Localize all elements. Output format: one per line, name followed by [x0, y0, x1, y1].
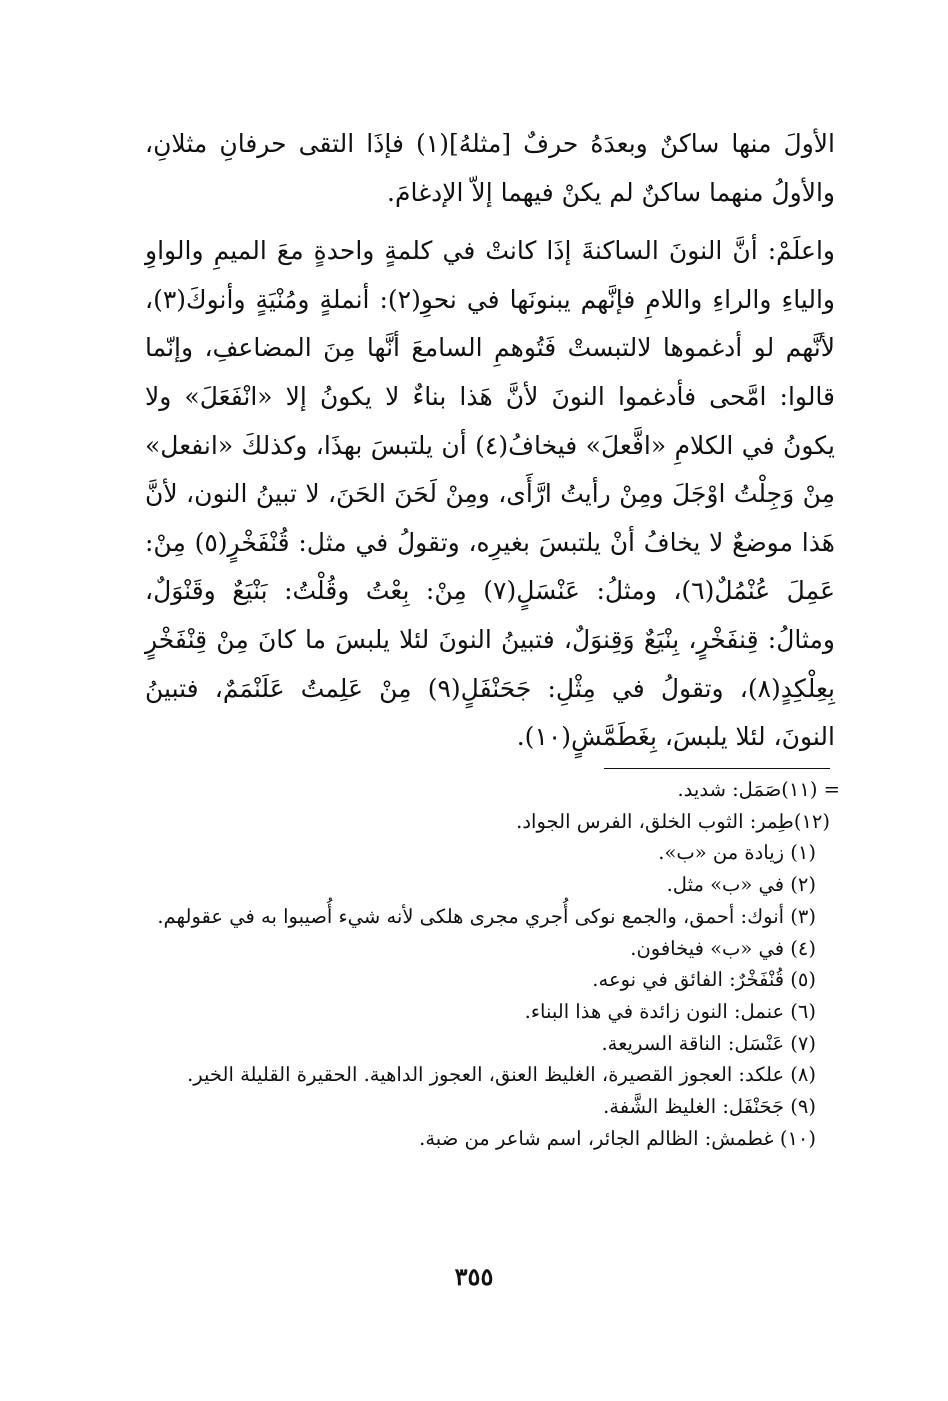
footnote-7: (٧) عَنْسَل: الناقة السريعة.: [601, 1031, 816, 1055]
footnote-separator: [604, 768, 830, 769]
footnote-continued-11: = (١١)صَمَل: شديد.: [677, 778, 840, 801]
footnotes: [150, 774, 840, 1154]
page-number: ٣٥٥: [454, 1262, 494, 1291]
footnote-9: (٩) جَحَنْفَل: الغليظ الشَّفة.: [603, 1095, 816, 1119]
paragraph-2: واعلَمْ: أنَّ النونَ الساكنةَ إذَا كانتْ في كلمةٍ واحدةٍ معَ الميمِ والواوِ والياءِ والراءِ واللامِ فإنَّهم يبنونَها في نحوِ(٢): أنملةٍ ومُنْيَةٍ وأنوكَ(٣)، لأنَّهم لو أدغموها لالتبستْ فَتُوهمِ السامعَ أنَّها مِنَ المضاعفِ، وإنّما قالوا: امَّحى فأدغموا النونَ لأنَّ هَذا بناءٌ لا يكونُ إلا «انْفَعَلَ» ولا يكونُ في الكلامِ «افَّعلَ» فيخافُ(٤) أن يلتبسَ بهذَا، وكذلكَ «انفعل» مِنْ وَجِلْتُ اوْجَلَ ومِنْ رأيتُ ارَّأَى، ومِنْ لَحَنَ الحَنَ، لا تبينُ النون، لأنَّ هَذا موضعٌ لا يخافُ أنْ يلتبسَ بغيرِه، وتقولُ في مثل: قُنْفَخْرٍ(٥) مِنْ: عَمِلَ عُنْمُلٌ(٦)، ومثلُ: عَنْسَلٍ(٧) مِنْ: بِعْتُ وقُلْتُ: بَنْيَعٌ وقَنْوَلٌ، ومثالُ: قِنفَخْرٍ، بِنْيَعٌ وَقِنوَلٌ، فتبينُ النونَ لئلا يلبسَ ما كانَ مِنْ قِنْفَخْرٍ بِعِلْكِدٍ(٨)، وتقولُ في مِثْلِ: جَحَنْفَلٍ(٩) مِنْ عَلِمتُ عَلَنْمَمٌ، فتبينُ النونَ، لئلا يلبسَ، بِغَطَمَّشٍ(١٠).: [145, 236, 835, 752]
footnote-6: (٦) عنمل: النون زائدة في هذا البناء.: [524, 999, 816, 1023]
footnote-4: (٤) في «ب» فيخافون.: [630, 936, 816, 960]
footnote-5: (٥) قُنْفَخْرٌ: الفائق في نوعه.: [592, 968, 816, 992]
footnote-2: (٢) في «ب» مثل.: [666, 873, 816, 897]
footnote-10: (١٠) غطمش: الظالم الجائر، اسم شاعر من ضبة.: [419, 1126, 816, 1150]
footnote-8: (٨) علكد: العجوز القصيرة، الغليظ العنق، العجوز الداهية. الحقيرة القليلة الخير.: [187, 1063, 816, 1087]
footnote-continued-12: (١٢)طِمر: الثوب الخلق، الفرس الجواد.: [516, 809, 830, 833]
footnote-3: (٣) أنوك: أحمق، والجمع نوكى أُجري مجرى هلكى لأنه شيء أُصيبوا به في عقولهم.: [157, 904, 816, 928]
footnote-1: (١) زيادة من «ب».: [658, 841, 816, 865]
main-text: [145, 120, 835, 762]
paragraph-1: الأولَ منها ساكنٌ وبعدَهُ حرفٌ [مثلهُ](١) فإذَا التقى حرفانِ مثلانِ، والأولُ منهما ساكنٌ لم يكنْ فيهما إلاّ الإدغامَ.: [145, 129, 835, 207]
